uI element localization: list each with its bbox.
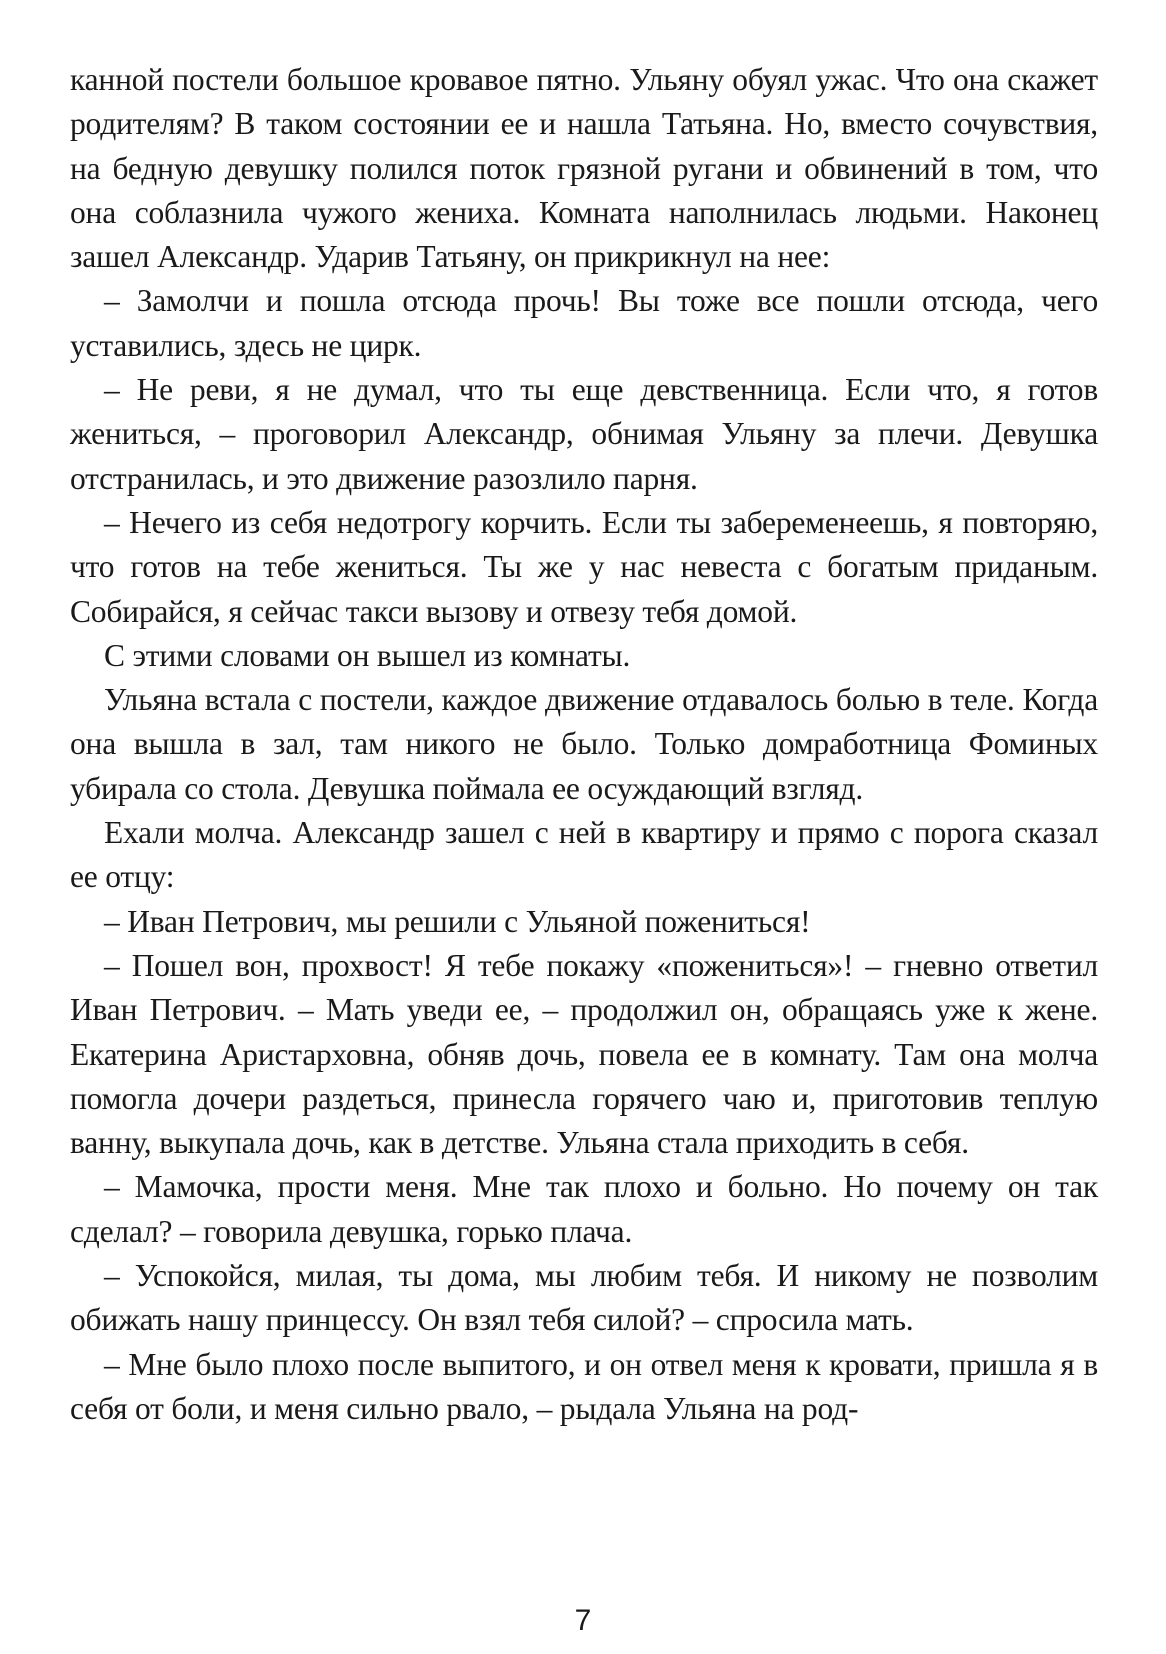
paragraph: Ехали молча. Александр зашел с ней в квартиру и прямо с порога сказал ее отцу: [70, 815, 1098, 895]
page-number: 7 [574, 1604, 592, 1637]
paragraph: – Не реви, я не думал, что ты еще девственница. Если что, я готов жениться, – проговорил Александр, обнимая Ульяну за плечи. Девушка отстранилась, и это движение разозлило парня. [70, 372, 1098, 496]
paragraph: – Пошел вон, прохвост! Я тебе покажу «пожениться»! – гневно ответил Иван Петрович. – Мать уведи ее, – продолжил он, обращаясь уже к жене. Екатерина Аристарховна, обняв дочь, повела ее в комнату. Там она молча помогла дочери раздеться, принесла горячего чаю и, приготовив теплую ванну, выкупала дочь, как в детстве. Ульяна стала приходить в себя. [70, 947, 1098, 1161]
paragraph: – Мне было плохо после выпитого, и он отвел меня к кровати, пришла я в себя от боли, и меня сильно рвало, – рыдала Ульяна на род- [70, 1346, 1098, 1426]
body-text [70, 58, 1098, 1431]
paragraph: канной постели большое кровавое пятно. Ульяну обуял ужас. Что она скажет родителям? В таком состоянии ее и нашла Татьяна. Но, вместо сочувствия, на бедную девушку полился поток грязной ругани и обвинений в том, что она соблазнила чужого жениха. Комната наполнилась людьми. Наконец зашел Александр. Ударив Татьяну, он прикрикнул на нее: [70, 62, 1098, 275]
paragraph: С этими словами он вышел из комнаты. [104, 637, 631, 673]
paragraph: – Замолчи и пошла отсюда прочь! Вы тоже все пошли отсюда, чего уставились, здесь не цирк. [70, 283, 1098, 363]
paragraph: Ульяна встала с постели, каждое движение отдавалось болью в теле. Когда она вышла в зал, там никого не было. Только домработница Фоминых убирала со стола. Девушка поймала ее осуждающий взгляд. [70, 682, 1098, 806]
paragraph: – Нечего из себя недотрогу корчить. Если ты забеременеешь, я повторяю, что готов на тебе жениться. Ты же у нас невеста с богатым приданым. Собирайся, я сейчас такси вызову и отвезу тебя домой. [70, 504, 1098, 629]
paragraph: – Иван Петрович, мы решили с Ульяной пожениться! [104, 903, 811, 939]
paragraph: – Успокойся, милая, ты дома, мы любим тебя. И никому не позволим обижать нашу принцессу. Он взял тебя силой? – спросила мать. [70, 1258, 1098, 1338]
paragraph: – Мамочка, прости меня. Мне так плохо и больно. Но почему он так сделал? – говорила девушка, горько плача. [70, 1169, 1098, 1249]
